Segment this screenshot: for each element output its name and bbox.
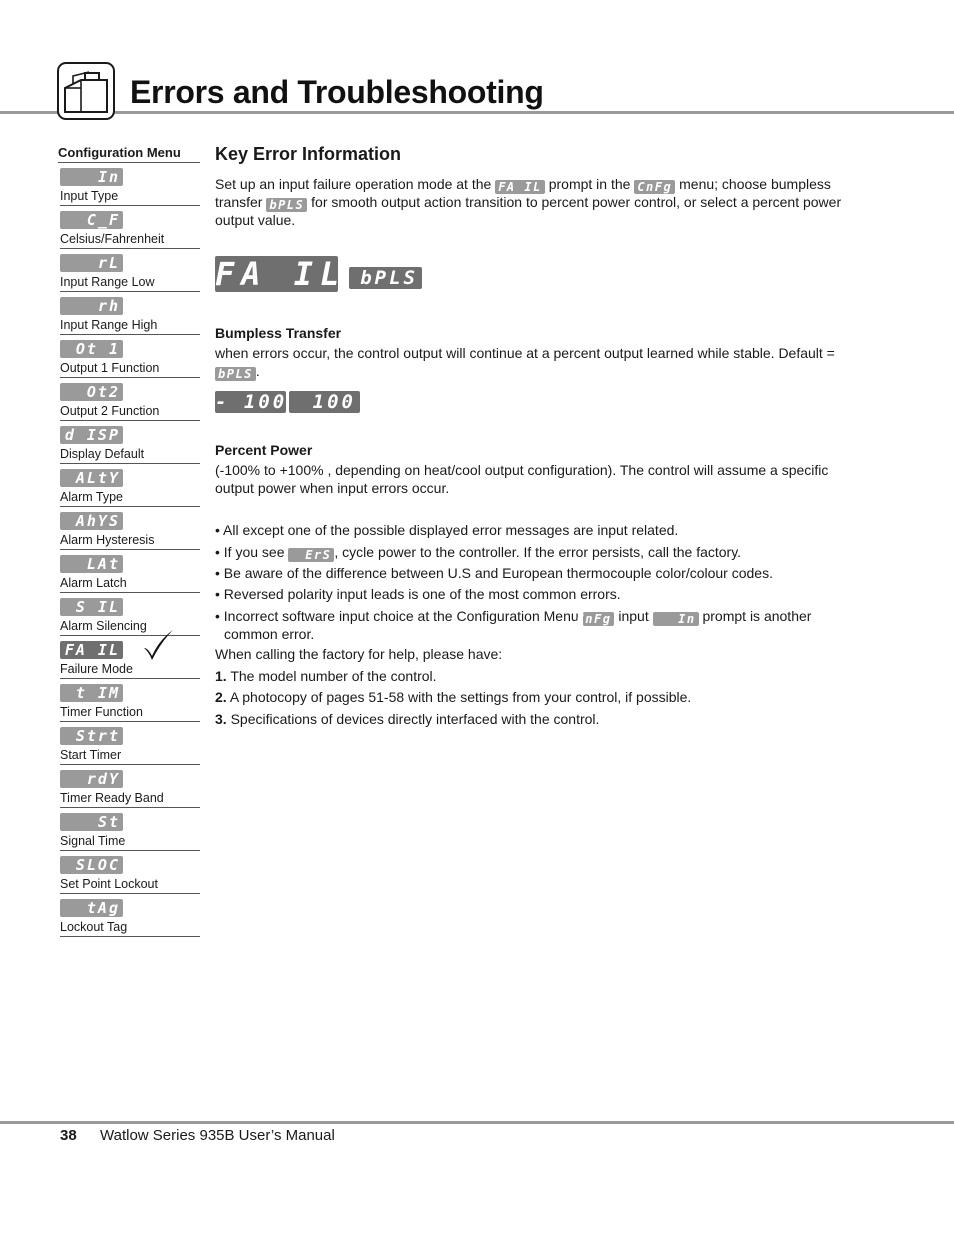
menu-item-label: Alarm Hysteresis (60, 533, 155, 547)
menu-item-code: FA IL (60, 641, 123, 659)
bumpless-heading: Bumpless Transfer (215, 325, 342, 341)
menu-item-code: Strt (60, 727, 123, 745)
menu-item-label: Start Timer (60, 748, 122, 762)
intro-text-4: for smooth output action transition to percent power control, or select a percent power output value. (215, 194, 842, 228)
menu-item-code: t IM (60, 684, 123, 702)
bullet-text: , cycle power to the controller. If the error persists, call the factory. (334, 544, 742, 560)
menu-item (60, 378, 200, 421)
menu-item (60, 765, 200, 808)
fail-code-chip: FA IL (495, 180, 545, 194)
step-item (215, 689, 691, 705)
toolbox-icon (57, 62, 115, 120)
menu-item-label: Input Range Low (60, 275, 155, 289)
bullet-item (215, 544, 864, 562)
intro-paragraph (215, 176, 865, 230)
menu-item (60, 808, 200, 851)
menu-item-rule (60, 936, 200, 937)
checkmark-icon (141, 628, 175, 662)
bullet-text: • If you see (215, 544, 285, 560)
intro-text-2: prompt in the (548, 176, 631, 192)
menu-item-label: Alarm Type (60, 490, 123, 504)
menu-item-code: SLOC (60, 856, 123, 874)
bullet-item: • Reversed polarity input leads is one of the most common errors. (215, 586, 621, 602)
menu-item-code: St (60, 813, 123, 831)
config-code-chip: CnFg (583, 612, 615, 626)
menu-item-code: rdY (60, 770, 123, 788)
menu-item (60, 507, 200, 550)
manual-title: Watlow Series 935B User’s Manual (100, 1127, 335, 1144)
menu-item (60, 249, 200, 292)
page-number: 38 (60, 1127, 77, 1144)
section-heading: Key Error Information (215, 144, 402, 164)
display-range-max: 100 (289, 391, 360, 413)
footer-rule (0, 1121, 954, 1124)
header-rule (0, 111, 954, 114)
calling-text: When calling the factory for help, please have: (215, 646, 503, 662)
config-code-chip: CnFg (634, 180, 675, 194)
menu-item-label: Output 1 Function (60, 361, 160, 375)
bullet-text: prompt is another common error. (224, 608, 812, 642)
display-secondary: bPLS (349, 267, 422, 289)
menu-item-code: ALtY (60, 469, 123, 487)
menu-item-code: C_F (60, 211, 123, 229)
menu-item-label: Input Type (60, 189, 119, 203)
bullet-item: • Be aware of the difference between U.S and European thermocouple color/colour codes. (215, 565, 773, 581)
bumpless-paragraph (215, 345, 865, 381)
menu-item-label: Signal Time (60, 834, 126, 848)
menu-item (60, 550, 200, 593)
menu-item-label: Lockout Tag (60, 920, 128, 934)
step-item (215, 711, 599, 727)
menu-item (60, 335, 200, 378)
menu-item-code: S IL (60, 598, 123, 616)
menu-item-code: d ISP (60, 426, 123, 444)
page-title: Errors and Troubleshooting (130, 74, 544, 110)
menu-item (60, 894, 200, 937)
menu-item-label: Input Range High (60, 318, 158, 332)
step-text: A photocopy of pages 51-58 with the settings from your control, if possible. (229, 689, 692, 705)
input-code-chip: In (653, 612, 699, 626)
bumpless-code-chip: bPLS (266, 198, 307, 212)
step-number: 3. (215, 711, 227, 727)
intro-text-3: menu; choose bumpless transfer (215, 176, 831, 210)
menu-item (60, 464, 200, 507)
menu-item-label: Set Point Lockout (60, 877, 158, 891)
menu-item (60, 636, 200, 679)
menu-item (60, 421, 200, 464)
bullet-text: • Incorrect software input choice at the Configuration Menu (215, 608, 579, 624)
menu-item (60, 206, 200, 249)
menu-item (60, 722, 200, 765)
menu-item (60, 163, 200, 206)
menu-item-code: LAt (60, 555, 123, 573)
bumpless-text: when errors occur, the control output will continue at a percent output learned while stable. Default = (215, 345, 835, 361)
display-range-min: - 100 (215, 391, 288, 413)
default-code-chip: bPLS (215, 367, 256, 381)
menu-item-code: In (60, 168, 123, 186)
menu-item-code: Ot 1 (60, 340, 123, 358)
menu-item-code: AhYS (60, 512, 123, 530)
bullet-item: • All except one of the possible displayed error messages are input related. (215, 522, 679, 538)
menu-item-label: Celsius/Fahrenheit (60, 232, 165, 246)
intro-text-1: Set up an input failure operation mode at the (215, 176, 492, 192)
menu-item-code: rh (60, 297, 123, 315)
step-text: The model number of the control. (230, 668, 437, 684)
error-code-chip: ErS (288, 548, 334, 562)
menu-item-code: rL (60, 254, 123, 272)
menu-item (60, 851, 200, 894)
step-number: 2. (215, 689, 227, 705)
menu-item-label: Output 2 Function (60, 404, 160, 418)
menu-item-label: Alarm Silencing (60, 619, 147, 633)
step-item (215, 668, 437, 684)
menu-item-label: Failure Mode (60, 662, 133, 676)
sidebar-heading: Configuration Menu (58, 145, 181, 160)
menu-item-code: Ot2 (60, 383, 123, 401)
menu-item-label: Timer Function (60, 705, 143, 719)
step-text: Specifications of devices directly interfaced with the control. (230, 711, 600, 727)
step-number: 1. (215, 668, 227, 684)
bullet-text: input (618, 608, 649, 624)
menu-item-label: Timer Ready Band (60, 791, 164, 805)
menu-item (60, 679, 200, 722)
menu-item-code: tAg (60, 899, 123, 917)
menu-item-label: Display Default (60, 447, 145, 461)
percent-power-heading: Percent Power (215, 442, 313, 458)
percent-power-paragraph: (-100% to +100% , depending on heat/cool output configuration). The control will assume a specific output power when input errors occur. (215, 462, 829, 496)
menu-item (60, 292, 200, 335)
bullet-item (215, 608, 864, 644)
display-primary: FA IL (215, 255, 347, 293)
bumpless-end: . (255, 362, 260, 379)
menu-item (60, 593, 200, 636)
menu-item-label: Alarm Latch (60, 576, 127, 590)
